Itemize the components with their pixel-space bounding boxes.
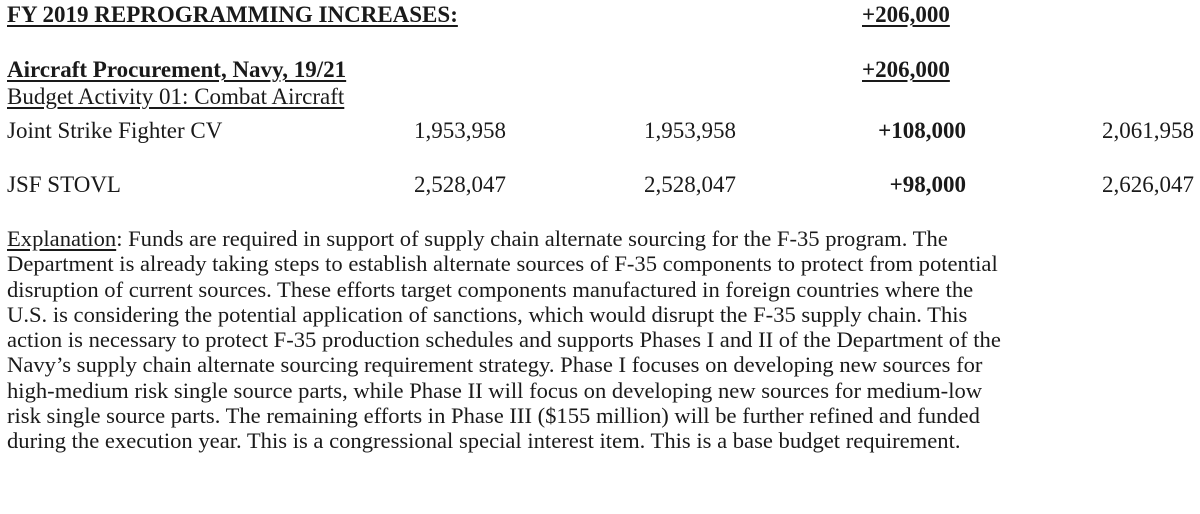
line-item-change-amount: +98,000 xyxy=(889,172,966,197)
line-item-revised-amount: 2,626,047 xyxy=(1102,172,1194,197)
explanation-line: high-medium risk single source parts, while Phase II will focus on developing new sources for medium-low xyxy=(7,377,983,403)
explanation-line: disruption of current sources. These efforts target components manufactured in foreign countries where the xyxy=(7,276,974,302)
section-title: FY 2019 REPROGRAMMING INCREASES: xyxy=(7,2,458,27)
explanation-line: U.S. is considering the potential application of sanctions, which would disrupt the F-35 supply chain. This xyxy=(7,301,968,327)
line-item-current-amount: 2,528,047 xyxy=(644,172,736,197)
line-item-name: JSF STOVL xyxy=(7,172,121,197)
explanation-line: Navy’s supply chain alternate sourcing requirement strategy. Phase I focuses on developing new sources for xyxy=(7,352,983,378)
budget-activity-heading: Budget Activity 01: Combat Aircraft xyxy=(7,84,345,109)
appropriation-amount: +206,000 xyxy=(862,57,950,82)
explanation-paragraph xyxy=(7,226,1197,454)
explanation-line: action is necessary to protect F-35 production schedules and supports Phases I and II of the Department of the xyxy=(7,327,1001,353)
appropriation-title: Aircraft Procurement, Navy, 19/21 xyxy=(7,57,347,82)
line-item-current-amount: 1,953,958 xyxy=(644,118,736,143)
total-increase-amount: +206,000 xyxy=(862,2,950,27)
line-item-base-amount: 1,953,958 xyxy=(414,118,506,143)
explanation-line: during the execution year. This is a congressional special interest item. This is a base budget requirement. xyxy=(7,428,961,454)
explanation-line: Explanation: Funds are required in support of supply chain alternate sourcing for the F-35 program. The xyxy=(7,226,948,251)
explanation-label: Explanation xyxy=(7,226,117,251)
line-item-base-amount: 2,528,047 xyxy=(414,172,506,197)
line-item-change-amount: +108,000 xyxy=(878,118,966,143)
explanation-line: Department is already taking steps to establish alternate sources of F-35 components to protect from potential xyxy=(7,251,998,277)
line-item-name: Joint Strike Fighter CV xyxy=(7,118,223,143)
explanation-line: risk single source parts. The remaining efforts in Phase III ($155 million) will be further refined and funded xyxy=(7,403,980,429)
line-item-revised-amount: 2,061,958 xyxy=(1102,118,1194,143)
